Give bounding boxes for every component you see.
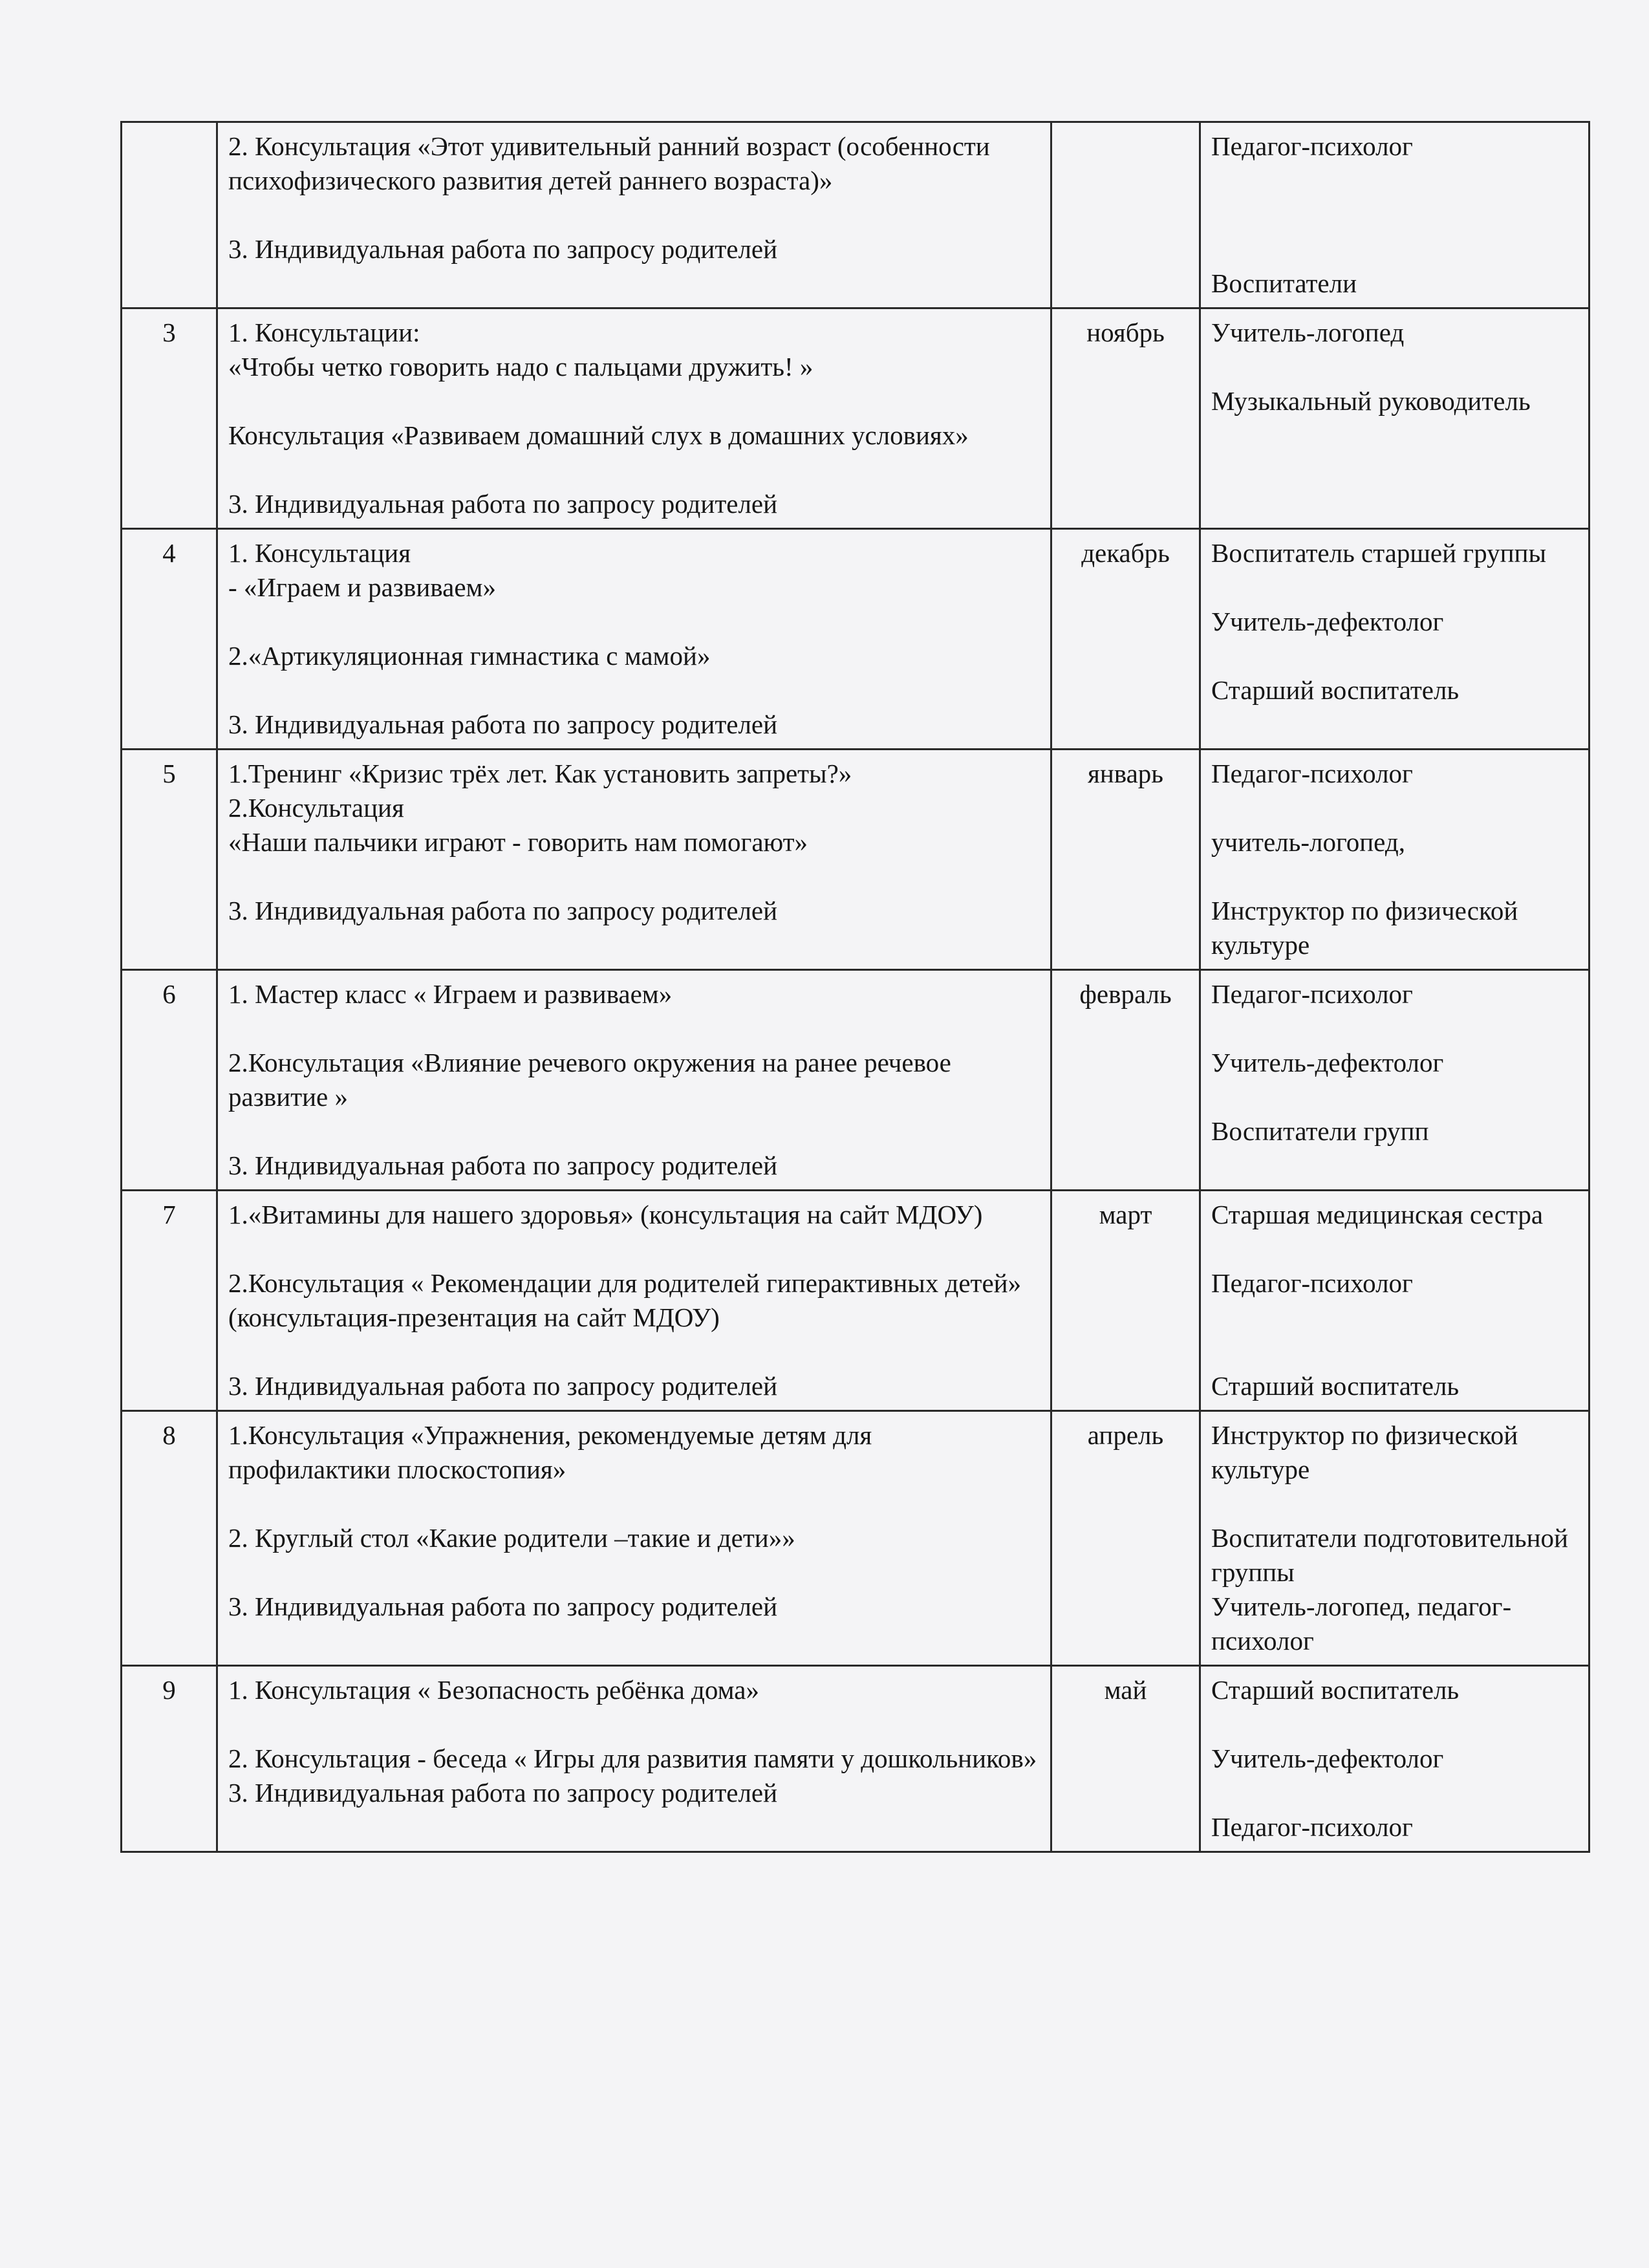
responsible-cell — [1200, 1666, 1590, 1852]
responsible-cell — [1200, 1411, 1590, 1666]
activity-item: 3. Индивидуальная работа по запросу родителей — [228, 489, 778, 519]
activity-item: 2.Консультация « Рекомендации для родителей гиперактивных детей» (консультация-презентация на сайт МДОУ) — [228, 1268, 1022, 1332]
month-cell: январь — [1051, 750, 1200, 970]
row-number: 3 — [122, 308, 217, 529]
activity-item: 3. Индивидуальная работа по запросу родителей — [228, 896, 778, 925]
activity-item: 3. Индивидуальная работа по запросу родителей — [228, 1371, 778, 1401]
row-number: 7 — [122, 1191, 217, 1411]
activity-item: 3. Индивидуальная работа по запросу родителей — [228, 1150, 778, 1180]
activity-cell — [217, 122, 1051, 308]
month-cell: декабрь — [1051, 529, 1200, 750]
activity-item: 2.Консультация «Влияние речевого окружения на ранее речевое развитие » — [228, 1048, 951, 1112]
table-row — [122, 1666, 1590, 1852]
responsible-person: Учитель-логопед, педагог- психолог — [1211, 1592, 1512, 1656]
consultation-plan-table — [120, 121, 1590, 1853]
row-number: 9 — [122, 1666, 217, 1852]
activity-item: 1. Консультации: «Чтобы четко говорить надо с пальцами дружить! » — [228, 318, 814, 382]
responsible-person: Педагог-психолог — [1211, 1268, 1413, 1298]
row-number — [122, 122, 217, 308]
activity-item: 2.«Артикуляционная гимнастика с мамой» — [228, 641, 711, 671]
table-row — [122, 529, 1590, 750]
responsible-person: Воспитатели подготовительной группы — [1211, 1523, 1568, 1587]
activity-item: 1. Консультация - «Играем и развиваем» — [228, 538, 496, 602]
activity-item: 2. Консультация «Этот удивительный ранний возраст (особенности психофизического развития детей раннего возраста)» — [228, 131, 990, 195]
month-cell: май — [1051, 1666, 1200, 1852]
activity-cell — [217, 750, 1051, 970]
responsible-person: Старший воспитатель — [1211, 1371, 1460, 1401]
activity-item: 1. Консультация « Безопасность ребёнка дома» — [228, 1675, 760, 1705]
activity-cell — [217, 1411, 1051, 1666]
responsible-person: Воспитатели групп — [1211, 1116, 1429, 1146]
responsible-person: Педагог-психолог — [1211, 1812, 1413, 1842]
table-row — [122, 122, 1590, 308]
activity-item: 2. Круглый стол «Какие родители –такие и дети»» — [228, 1523, 795, 1553]
activity-item: 3. Индивидуальная работа по запросу родителей — [228, 1778, 778, 1808]
responsible-person: Учитель-дефектолог — [1211, 1048, 1444, 1077]
activity-item: 1.Консультация «Упражнения, рекомендуемые детям для профилактики плоскостопия» — [228, 1420, 872, 1484]
table-row — [122, 1411, 1590, 1666]
activity-item: Консультация «Развиваем домашний слух в домашних условиях» — [228, 420, 969, 450]
month-cell: март — [1051, 1191, 1200, 1411]
activity-cell — [217, 308, 1051, 529]
responsible-person: Воспитатель старшей группы — [1211, 538, 1547, 568]
table-row — [122, 1191, 1590, 1411]
responsible-cell — [1200, 308, 1590, 529]
table-row — [122, 970, 1590, 1191]
activity-item: 3. Индивидуальная работа по запросу родителей — [228, 234, 778, 264]
responsible-person: учитель-логопед, — [1211, 827, 1405, 857]
responsible-cell — [1200, 1191, 1590, 1411]
responsible-cell — [1200, 750, 1590, 970]
responsible-person: Педагог-психолог — [1211, 979, 1413, 1009]
activity-item: 3. Индивидуальная работа по запросу родителей — [228, 709, 778, 739]
responsible-person: Учитель-дефектолог — [1211, 1744, 1444, 1773]
activity-cell — [217, 529, 1051, 750]
responsible-person: Педагог-психолог — [1211, 131, 1413, 161]
responsible-person: Учитель-логопед — [1211, 318, 1405, 347]
responsible-person: Музыкальный руководитель — [1211, 386, 1531, 416]
responsible-person: Инструктор по физической культуре — [1211, 896, 1518, 960]
row-number: 5 — [122, 750, 217, 970]
activity-item: 2.Консультация «Наши пальчики играют - говорить нам помогают» — [228, 793, 808, 857]
month-cell: февраль — [1051, 970, 1200, 1191]
responsible-cell — [1200, 970, 1590, 1191]
table-row — [122, 750, 1590, 970]
table-body — [122, 122, 1590, 1852]
activity-item: 3. Индивидуальная работа по запросу родителей — [228, 1592, 778, 1621]
responsible-person: Старший воспитатель — [1211, 675, 1460, 705]
activity-item: 2. Консультация - беседа « Игры для развития памяти у дошкольников» — [228, 1744, 1037, 1773]
responsible-cell — [1200, 529, 1590, 750]
activity-cell — [217, 1191, 1051, 1411]
responsible-person: Старший воспитатель — [1211, 1675, 1460, 1705]
month-cell — [1051, 122, 1200, 308]
responsible-person: Старшая медицинская сестра — [1211, 1200, 1544, 1229]
activity-item: 1. Мастер класс « Играем и развиваем» — [228, 979, 673, 1009]
row-number: 6 — [122, 970, 217, 1191]
responsible-person: Учитель-дефектолог — [1211, 607, 1444, 636]
activity-cell — [217, 970, 1051, 1191]
month-cell: апрель — [1051, 1411, 1200, 1666]
activity-item: 1.Тренинг «Кризис трёх лет. Как установить запреты?» — [228, 759, 852, 788]
responsible-person: Педагог-психолог — [1211, 759, 1413, 788]
table-row — [122, 308, 1590, 529]
responsible-cell — [1200, 122, 1590, 308]
activity-cell — [217, 1666, 1051, 1852]
row-number: 4 — [122, 529, 217, 750]
responsible-person: Инструктор по физической культуре — [1211, 1420, 1518, 1484]
responsible-person: Воспитатели — [1211, 268, 1357, 298]
row-number: 8 — [122, 1411, 217, 1666]
month-cell: ноябрь — [1051, 308, 1200, 529]
activity-item: 1.«Витамины для нашего здоровья» (консультация на сайт МДОУ) — [228, 1200, 983, 1229]
